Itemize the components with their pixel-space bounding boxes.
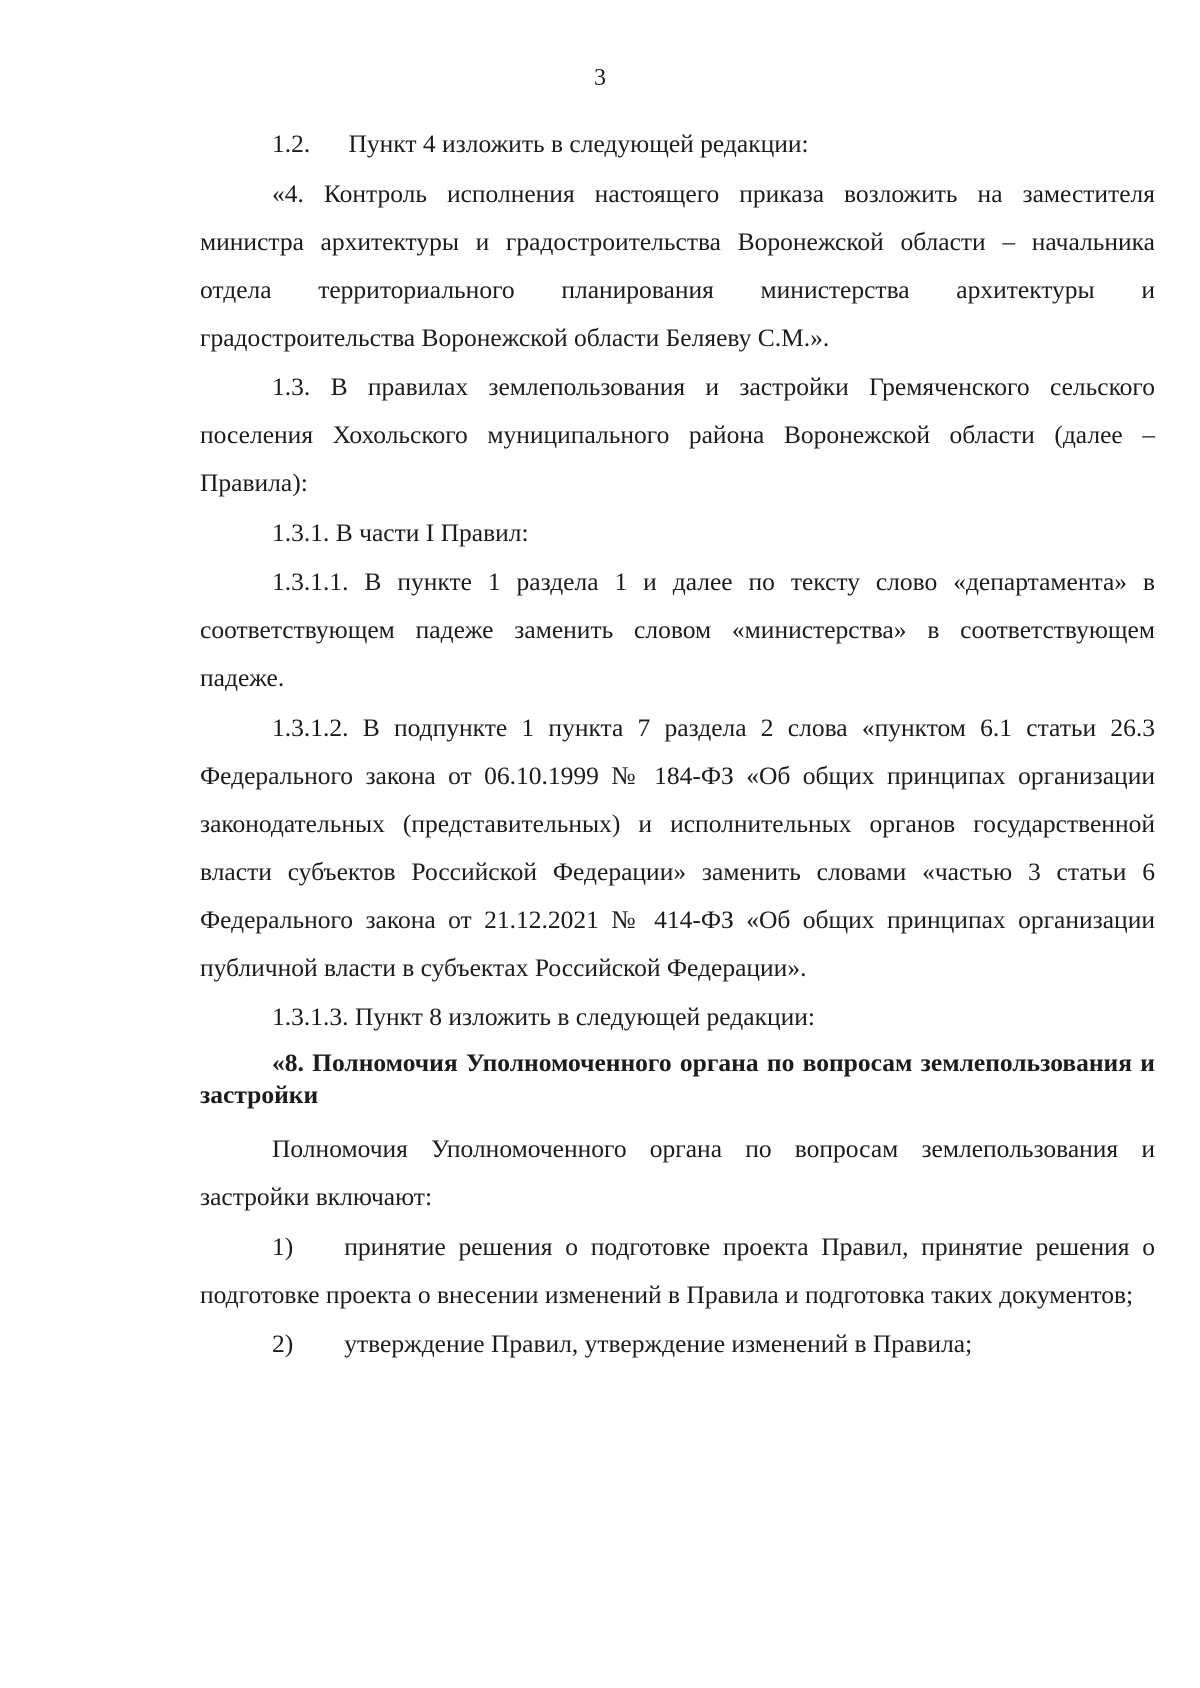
intro-paragraph: Полномочия Уполномоченного органа по вопросам землепользования и застройки включают:: [200, 1134, 1155, 1211]
list-item-2: 2) утверждение Правил, утверждение изменений в Правила;: [272, 1329, 973, 1358]
paragraph-1-3-1-1: 1.3.1.1. В пункте 1 раздела 1 и далее по тексту слово «департамента» в соответствующем падеже заменить словом «министерства» в соответствующем падеже.: [200, 567, 1155, 692]
paragraph-1-2: 1.2. Пункт 4 изложить в следующей редакции:: [272, 129, 809, 158]
paragraph-1-3-1: 1.3.1. В части I Правил:: [272, 517, 529, 547]
paragraph-1-3: 1.3. В правилах землепользования и застройки Гремяченского сельского поселения Хохольского муниципального района Воронежской области (далее – Правила):: [200, 372, 1155, 497]
paragraph-1-3-1-3: 1.3.1.3. Пункт 8 изложить в следующей редакции:: [272, 1002, 815, 1031]
document-body: [200, 120, 1155, 1370]
list-item-1: 1) принятие решения о подготовке проекта Правил, принятие решения о подготовке проекта о внесении изменений в Правила и подготовка таких документов;: [200, 1231, 1155, 1309]
section-heading: «8. Полномочия Уполномоченного органа по вопросам землепользования и застройки: [200, 1048, 1155, 1109]
paragraph-point-4-text: «4. Контроль исполнения настоящего приказа возложить на заместителя министра архитектуры и градостроительства Воронежской области – начальника отдела территориального планирования министерства архитектуры и градостроительства Воронежской области Беляеву С.М.».: [200, 178, 1155, 352]
page-number: 3: [594, 65, 606, 91]
paragraph-1-3-1-2: 1.3.1.2. В подпункте 1 пункта 7 раздела 2 слова «пунктом 6.1 статьи 26.3 Федерального закона от 06.10.1999 № 184-ФЗ «Об общих принципах организации законодательных (представительных) и исполнительных органов государственной власти субъектов Российской Федерации» заменить словами «частью 3 статьи 6 Федерального закона от 21.12.2021 № 414-ФЗ «Об общих принципах организации публичной власти в субъектах Российской Федерации».: [200, 712, 1155, 982]
